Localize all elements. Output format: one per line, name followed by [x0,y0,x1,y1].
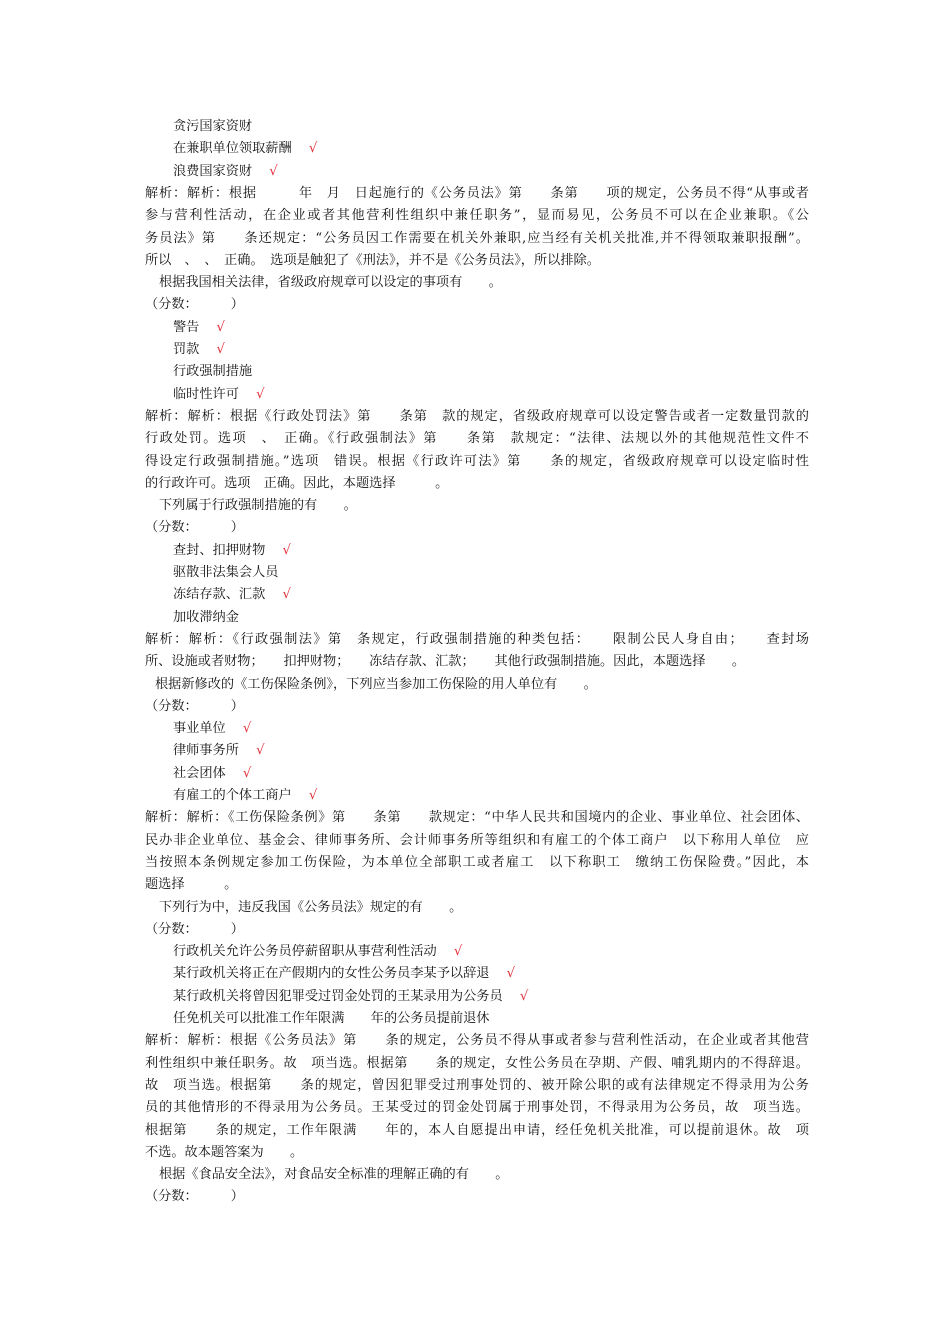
analysis-line: 解析：解析：根据《行政处罚法》第 条第 款的规定，省级政府规章可以设定警告或者一定数量罚款的 [145,408,809,424]
answer-option [173,140,317,158]
score-label: （分数： ） [145,297,244,313]
check-mark-icon: √ [506,988,529,1004]
option-text: 警告 [173,319,200,335]
question-text: 根据新修改的《工伤保险条例》，下列应当参加工伤保险的用人单位有 。 [155,676,597,692]
answer-option [173,1010,490,1028]
option-text: 加收滞纳金 [173,609,239,625]
answer-option [173,363,252,381]
answer-option [173,765,251,783]
analysis-line: 所以 、 、 正确。 选项是触犯了《刑法》，并不是《公务员法》，所以排除。 [145,252,600,268]
option-text: 驱散非法集会人员 [173,565,279,580]
analysis-line: 解析：解析：根据 年 月 日起施行的《公务员法》第 条第 项的规定，公务员不得“从事或者 [145,185,809,201]
analysis-line: 利性组织中兼任职务。故 项当选。根据第 条的规定，女性公务员在孕期、产假、哺乳期内的不得辞退。 [145,1055,809,1071]
check-mark-icon: √ [229,765,252,781]
option-text: 临时性许可 [173,386,239,402]
answer-option [173,341,225,359]
answer-option [173,386,265,404]
analysis-line: 所、设施或者财物； 扣押财物； 冻结存款、汇款； 其他行政强制措施。因此，本题选择 。 [145,654,746,670]
answer-option [173,988,528,1006]
analysis-line: 根据第 条的规定，工作年限满 年的，本人自愿提出申请，经任免机关批准，可以提前退休。故 项 [145,1122,809,1138]
answer-option [173,787,317,805]
check-mark-icon: √ [229,721,252,737]
analysis-line: 不选。故本题答案为 。 [145,1144,304,1160]
answer-option [173,720,251,738]
check-mark-icon: √ [269,542,291,558]
check-mark-icon: √ [256,163,278,179]
check-mark-icon: √ [242,386,265,402]
score-label: （分数： ） [145,921,244,937]
option-text: 行政强制措施 [173,364,253,380]
option-text: 某行政机关将曾因犯罪受过罚金处罚的王某录用为公务员 [173,988,503,1004]
option-text: 冻结存款、汇款 [173,587,266,603]
check-mark-icon: √ [493,966,516,982]
analysis-line: 解析：解析：《工伤保险条例》第 条第 款规定：“中华人民共和国境内的企业、事业单位、社会团体、 [145,810,809,826]
score-label: （分数： ） [145,1189,244,1205]
score-label: （分数： ） [145,698,244,714]
analysis-line: 故 项当选。根据第 条的规定，曾因犯罪受过刑事处罚的、被开除公职的或有法律规定不得录用为公务 [145,1077,809,1093]
analysis-line: 解析：解析：《行政强制法》第 条规定，行政强制措施的种类包括： 限制公民人身自由； 查封场 [145,631,809,647]
check-mark-icon: √ [203,319,225,335]
option-text: 查封、扣押财物 [173,542,266,558]
analysis-line: 当按照本条例规定参加工伤保险，为本单位全部职工或者雇工 以下称职工 缴纳工伤保险费。”因此，本 [145,854,809,870]
option-text: 社会团体 [173,765,226,781]
analysis-line: 题选择 。 [145,877,238,893]
answer-option [173,163,278,181]
answer-option [173,118,252,136]
option-text: 在兼职单位领取薪酬 [173,141,292,157]
question-text: 根据《食品安全法》，对食品安全标准的理解正确的有 。 [159,1167,509,1183]
option-text: 行政机关允许公务员停薪留职从事营利性活动 [173,944,437,960]
answer-option [173,564,279,582]
check-mark-icon: √ [295,788,318,803]
option-text: 事业单位 [173,721,226,737]
option-text: 浪费国家资财 [173,163,253,179]
analysis-line: 员的其他情形的不得录用为公务员。王某受过的罚金处罚属于刑事处罚，不得录用为公务员，故 项当选。 [145,1100,809,1116]
option-text: 贪污国家资财 [173,119,253,134]
analysis-line: 解析：解析：根据《公务员法》第 条的规定，公务员不得从事或者参与营利性活动，在企业或者其他营 [145,1033,809,1049]
answer-option [173,542,291,560]
score-label: （分数： ） [145,520,244,536]
option-text: 任免机关可以批准工作年限满 年的公务员提前退休 [173,1011,490,1026]
analysis-line: 行政处罚。选项 、 正确。《行政强制法》第 条第 款规定：“法律、法规以外的其他规范性文件不 [145,431,809,447]
answer-option [173,742,265,760]
answer-option [173,586,291,604]
check-mark-icon: √ [440,944,463,960]
answer-option [173,943,462,961]
question-text: 根据我国相关法律，省级政府规章可以设定的事项有 。 [159,275,502,291]
option-text: 某行政机关将正在产假期内的女性公务员李某予以辞退 [173,966,490,982]
option-text: 有雇工的个体工商户 [173,788,292,803]
analysis-line: 民办非企业单位、基金会、律师事务所、会计师事务所等组织和有雇工的个体工商户 以下称用人单位 应 [145,832,809,848]
analysis-line: 参与营利性活动，在企业或者其他营利性组织中兼任职务”，显而易见，公务员不可以在企业兼职。《公 [145,208,809,224]
answer-option [173,965,515,983]
answer-option [173,609,239,627]
check-mark-icon: √ [203,342,225,357]
option-text: 律师事务所 [173,743,239,759]
analysis-line: 的行政许可。选项 正确。因此，本题选择 。 [145,475,449,491]
answer-option [173,319,225,337]
analysis-line: 务员法》第 条还规定：“公务员因工作需要在机关外兼职,应当经有关机关批准,并不得领取兼职报酬”。 [145,230,809,246]
question-text: 下列行为中，违反我国《公务员法》规定的有 。 [159,899,463,915]
analysis-line: 得设定行政强制措施。”选项 错误。根据《行政许可法》第 条的规定，省级政府规章可以设定临时性 [145,453,809,469]
check-mark-icon: √ [295,141,318,157]
option-text: 罚款 [173,342,200,357]
question-text: 下列属于行政强制措施的有 。 [159,498,357,514]
check-mark-icon: √ [269,587,291,603]
check-mark-icon: √ [242,743,265,759]
